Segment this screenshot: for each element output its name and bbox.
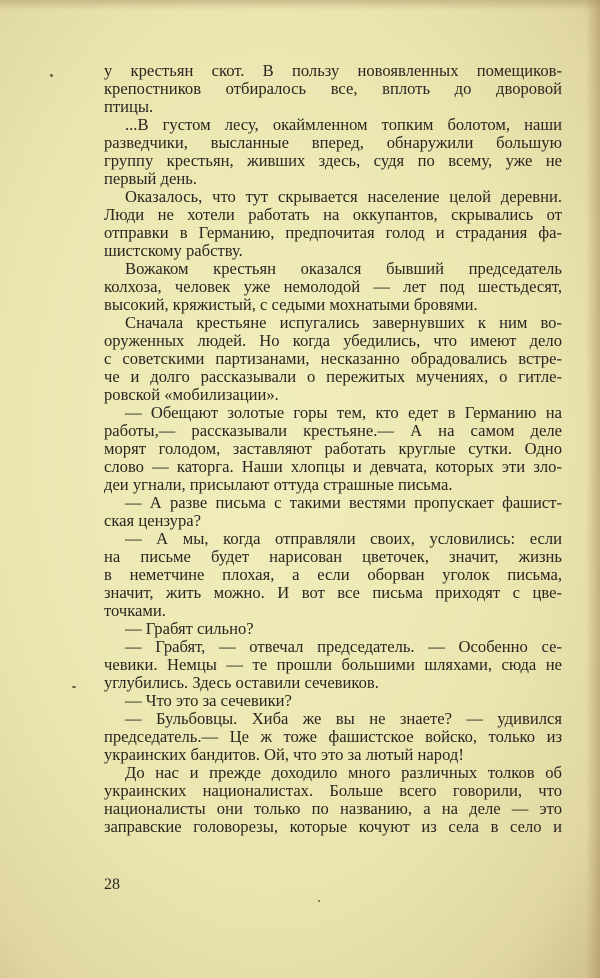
text-line: Оказалось, что тут скрывается население целой деревни. [125, 187, 562, 206]
text-line: — Что это за сечевики? [125, 691, 292, 710]
text-line: — Грабят, — отвечал председатель. — Особенно се- [125, 637, 562, 656]
text-line: националисты они только по названию, а на деле — это [104, 799, 562, 818]
text-line: че и долго рассказывали о пережитых мучениях, о гитле- [104, 367, 562, 386]
text-line: чевики. Немцы — те прошли большими шляхами, сюда не [104, 655, 562, 674]
text-line: с советскими партизанами, несказанно обрадовались встре- [104, 349, 562, 368]
text-line: — А мы, когда отправляли своих, условились: если [125, 529, 562, 548]
text-line: разведчики, высланные вперед, обнаружили большую [104, 133, 562, 152]
text-line: точками. [104, 601, 166, 620]
text-line: значит, жить можно. И вот все письма приходят с цве- [104, 583, 562, 602]
text-line: оруженных людей. Но когда убедились, что имеют дело [104, 331, 562, 350]
text-line: деи угнали, присылают оттуда страшные письма. [104, 475, 453, 494]
text-line: До нас и прежде доходило много различных толков об [125, 763, 562, 782]
text-line: Сначала крестьяне испугались завернувших к ним во- [125, 313, 562, 332]
text-line: работы,— рассказывали крестьяне.— А на самом деле [104, 421, 562, 440]
text-line: углубились. Здесь оставили сечевиков. [104, 673, 379, 692]
text-line: ровской «мобилизации». [104, 385, 279, 404]
text-line: морят голодом, заставляют работать круглые сутки. Одно [104, 439, 562, 458]
text-line: в неметчине плохая, а если оборван уголок письма, [104, 565, 562, 584]
text-line: ...В густом лесу, окаймленном топким болотом, наши [125, 115, 562, 134]
text-line: председатель.— Це ж тоже фашистское войско, только из [104, 727, 562, 746]
text-line: — Обещают золотые горы тем, кто едет в Германию на [125, 403, 562, 422]
text-line: слово — каторга. Наши хлопцы и девчата, которых эти зло- [104, 457, 562, 476]
text-line: крепостников отбиралось все, вплоть до дворовой [104, 79, 562, 98]
paper-speck [50, 74, 53, 77]
text-line: группу крестьян, живших здесь, судя по всему, уже не [104, 151, 562, 170]
page-edge-shadow-right [586, 0, 600, 978]
text-line: украинских бандитов. Ой, что это за лютый народ! [104, 745, 464, 764]
paper-speck [72, 686, 76, 688]
page-number: 28 [104, 876, 120, 893]
text-line: — Бульбовцы. Хиба же вы не знаете? — удивился [125, 709, 562, 728]
text-line: высокий, кряжистый, с седыми мохнатыми бровями. [104, 295, 478, 314]
page-edge-shadow-top [0, 0, 600, 10]
text-line: у крестьян скот. В пользу новоявленных помещиков- [104, 61, 562, 80]
text-line: ская цензура? [104, 511, 201, 530]
text-line: отправки в Германию, предпочитая голод и страдания фа- [104, 223, 562, 242]
text-line: колхоза, человек уже немолодой — лет под шестьдесят, [104, 277, 562, 296]
text-line: — Грабят сильно? [125, 619, 254, 638]
text-line: на письме будет нарисован цветочек, значит, жизнь [104, 547, 562, 566]
book-page-body-text [104, 62, 562, 836]
text-line: Вожаком крестьян оказался бывший председатель [125, 259, 562, 278]
text-line: заправские головорезы, которые кочуют из села в село и [104, 817, 562, 836]
text-line: шистскому рабству. [104, 241, 243, 260]
text-line: первый день. [104, 169, 197, 188]
text-line: — А разве письма с такими вестями пропускает фашист- [125, 493, 562, 512]
paper-speck [318, 900, 320, 902]
text-line: Люди не хотели работать на оккупантов, скрывались от [104, 205, 562, 224]
text-line: украинских националистах. Больше всего говорили, что [104, 781, 562, 800]
text-line: птицы. [104, 97, 154, 116]
